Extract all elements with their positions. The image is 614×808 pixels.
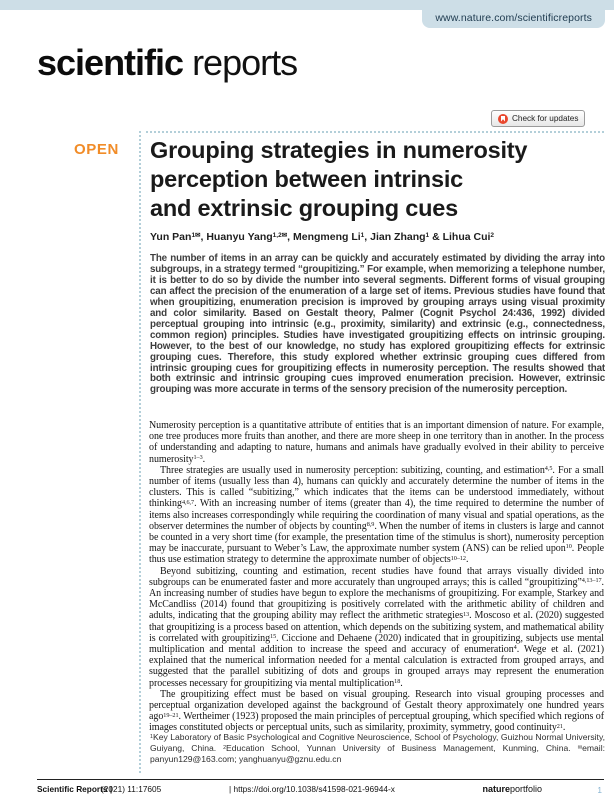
article-title (150, 136, 610, 223)
journal-logo-bold: scientific (37, 42, 184, 83)
author-list: Yun Pan$^{1✉}$, Huanyu Yang$^{1,2✉}$, Mengmeng Li$^1$, Jian Zhang$^1$ & Lihua Cui$^2$ (150, 231, 495, 243)
article-title-line: and extrinsic grouping cues (150, 195, 458, 221)
page-footer (37, 784, 604, 798)
abstract-text: The number of items in an array can be quickly and accurately estimated by dividing the array into subgroups, in a strategy termed “groupitizing.” For example, when memorizing a telephone number, it is better to do so by divide the number into several segments. Different forms of visual grouping can affect the precision of the enumeration of a large set of items. Previous studies have found that when groupitizing, enumeration precision is improved by grouping arrays using visual proximity and color similarity. Based on Gestalt theory, Palmer (Cognit Psychol 24:436, 1992) divided perceptual grouping into intrinsic (e.g., proximity, similarity) and extrinsic (e.g., connectedness, common region) principles. Studies have investigated groupitizing effects on intrinsic grouping. However, to the best of our knowledge, no study has explored groupitizing effects for extrinsic grouping cues. Therefore, this study explored whether extrinsic grouping cues differed from intrinsic grouping cues for groupitizing effects in numerosity perception. The results showed that both extrinsic and intrinsic grouping cues improved enumeration precision. However, extrinsic grouping was more accurate in terms of the sensory precision of the numerosity perception. (150, 253, 605, 396)
footer-journal-label: Scientific Reports | (37, 784, 113, 794)
journal-logo (37, 42, 297, 84)
brand-portfolio: portfolio (509, 784, 542, 794)
footer-doi-link[interactable]: | https://doi.org/10.1038/s41598-021-96944-x (229, 784, 395, 794)
journal-logo-regular: reports (183, 42, 298, 83)
nature-portfolio-brand (482, 784, 542, 794)
affiliations-footnote: $^1$Key Laboratory of Basic Psychological and Cognitive Neuroscience, School of Psychology, Guizhou Normal University, Guiyang, China. $^2$Education School, Yunnan University of Business Management, Kunming, China. ✉email: panyun129@163.com; yanghuanyu@gznu.edu.cn (150, 732, 605, 764)
crossmark-badge-icon (498, 114, 508, 124)
body-paragraph: Numerosity perception is a quantitative attribute of entities that is an important dimension of nature. For example, one tree produces more fruits than another, and there are more sheep in one territory than in another. In the process of understanding and adapting to nature, humans and animals have gradually evolved in their ability to perceive numerosity$^{1-3}$. (149, 420, 604, 465)
open-access-label: OPEN (74, 141, 119, 158)
body-paragraph: The groupitizing effect must be based on visual grouping. Research into visual grouping processes and perceptual organization developed against the background of Gestalt theory approximately one hundred years ago$^{19-21}$. Wertheimer (1923) proposed the main principles of perceptual grouping, which specified which regions of images constituted objects or perceptual units, such as similarity, proximity, symmetry, good continuity$^{21}$. (149, 688, 604, 734)
article-body (149, 420, 604, 734)
footer-citation: (2021) 11:17605 (101, 784, 162, 794)
body-paragraph: Beyond subitizing, counting and estimation, recent studies have found that arrays visually divided into subgroups can be enumerated faster and more accurately than ungrouped arrays; this is called “groupitizing”$^{4,13-17}$. An increasing number of studies have begun to explore the mechanisms of groupitizing. For example, Starkey and McCandliss (2014) found that groupitizing is positively correlated with the arithmetic ability of children and adults, indicating that the grouping ability may reflect the arithmetic strategies$^{13}$. Moscoso et al. (2020) suggested that groupitizing is a process based on attention, which depends on the subitizing system, and mathematical ability is correlated with groupitizing$^{15}$. Ciccione and Dehaene (2020) indicated that in groupitizing, subjects use mental multiplication and mental addition to increase the speed and accuracy of enumeration$^4$. Wege et al. (2021) explained that the numerical information needed for a mental calculation is extracted from grouped arrays, and suggested that the parallel subitizing of dots and groups in grouped arrays may represent the enumeration processes necessary for groupitizing via mental multiplication$^{18}$. (149, 565, 604, 689)
footer-rule (37, 779, 604, 780)
article-title-line: Grouping strategies in numerosity (150, 137, 528, 163)
dotted-vertical-divider (139, 131, 141, 773)
dotted-horizontal-divider (146, 131, 604, 133)
brand-nature: nature (482, 784, 510, 794)
check-for-updates-label: Check for updates (512, 114, 579, 123)
check-for-updates-button[interactable] (491, 110, 585, 127)
page-number: 1 (597, 785, 602, 795)
article-title-line: perception between intrinsic (150, 166, 464, 192)
top-color-bar (0, 0, 614, 10)
body-paragraph: Three strategies are usually used in numerosity perception: subitizing, counting, and estimation$^{4,5}$. For a small number of items (usually less than 4), humans can quickly and accurately determine the number of items in the clusters. This is called “subitizing,” which indicates that the items can be understood immediately, without thinking$^{4,6,7}$. With an increasing number of items (greater than 4), the time required to determine the number of items also increases correspondingly while requiring the coordination of many visual and spatial operations, as the observer determines the number of objects by counting$^{8,9}$. When the number of items in clusters is large and cannot be counted in a very short time (for example, the presentation time of the stimulus is short), numerosity perception may be inaccurate, pursuant to Weber’s Law, the approximate number system (ANS) can be relied upon$^{10}$. People thus use estimation strategy to determine the approximate number of objects$^{10-12}$. (149, 464, 604, 566)
site-url-tab[interactable]: www.nature.com/scientificreports (422, 10, 605, 28)
